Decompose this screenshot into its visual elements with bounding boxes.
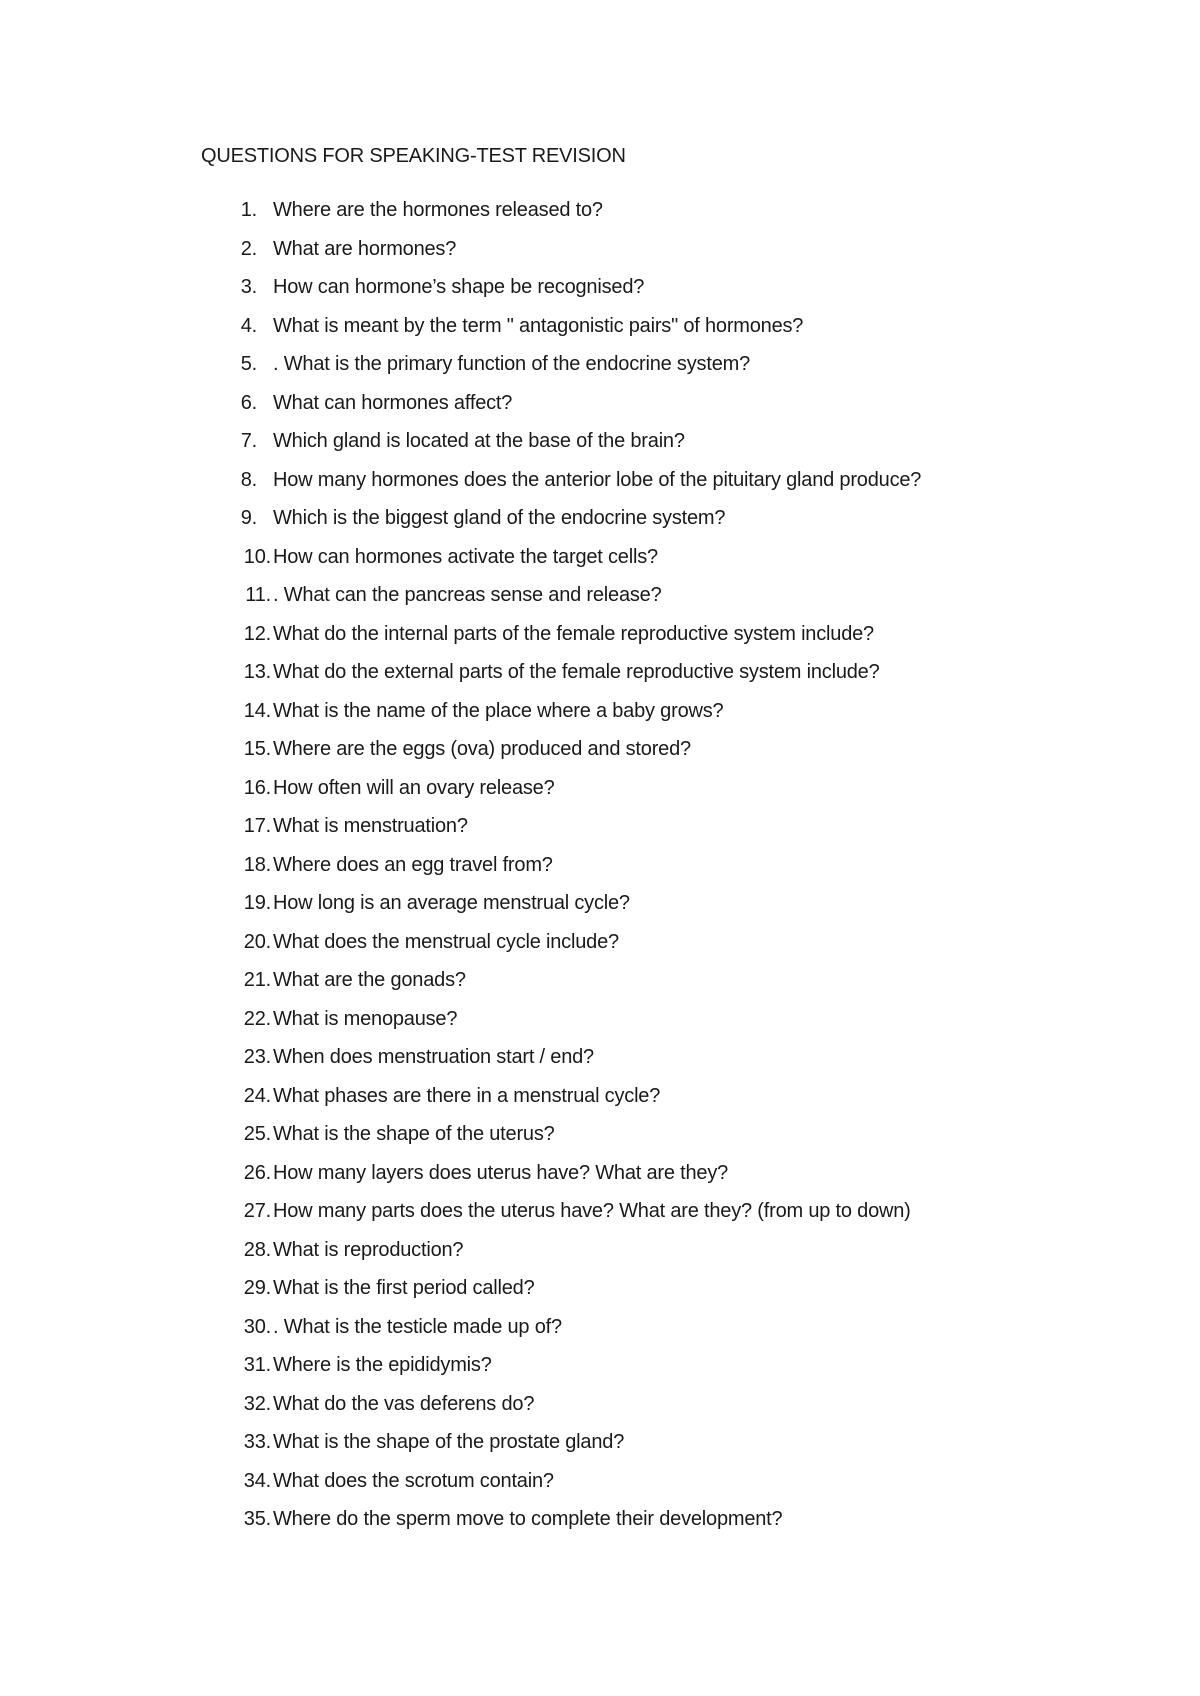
question-text: What is menopause? bbox=[273, 1007, 458, 1030]
question-number: 15. bbox=[243, 738, 271, 760]
question-text: Which gland is located at the base of the brain? bbox=[273, 430, 685, 452]
question-number: 9. bbox=[240, 507, 257, 529]
question-number: 11. bbox=[245, 584, 271, 606]
question-text: What is reproduction? bbox=[273, 1238, 464, 1261]
question-number: 28. bbox=[243, 1238, 271, 1261]
question-text: How many layers does uterus have? What are they? bbox=[273, 1161, 729, 1184]
question-text: When does menstruation start / end? bbox=[273, 1046, 594, 1068]
question-text: What do the vas deferens do? bbox=[273, 1392, 535, 1415]
question-text: Where are the hormones released to? bbox=[273, 199, 603, 221]
question-text: What are hormones? bbox=[273, 237, 457, 260]
question-number: 33. bbox=[243, 1431, 271, 1453]
question-number: 25. bbox=[243, 1123, 271, 1145]
document-title: QUESTIONS FOR SPEAKING-TEST REVISION bbox=[201, 145, 626, 167]
question-text: What is the shape of the uterus? bbox=[273, 1123, 555, 1145]
question-number: 4. bbox=[240, 314, 257, 337]
question-number: 35. bbox=[243, 1508, 271, 1530]
question-text: How can hormone’s shape be recognised? bbox=[273, 276, 645, 298]
question-number: 27. bbox=[243, 1200, 271, 1222]
question-number: 32. bbox=[243, 1392, 271, 1415]
question-text: How can hormones activate the target cells? bbox=[273, 545, 658, 568]
question-number: 13. bbox=[243, 661, 271, 683]
question-text: What does the scrotum contain? bbox=[273, 1469, 554, 1492]
question-number: 29. bbox=[243, 1277, 271, 1299]
question-text: What is meant by the term " antagonistic pairs" of hormones? bbox=[273, 314, 804, 337]
question-number: 20. bbox=[243, 930, 271, 953]
question-number: 16. bbox=[243, 776, 271, 799]
question-number: 30. bbox=[243, 1315, 271, 1338]
question-number: 24. bbox=[243, 1084, 271, 1107]
question-number: 23. bbox=[243, 1046, 271, 1068]
question-number: 12. bbox=[243, 622, 271, 645]
question-number: 31. bbox=[243, 1354, 271, 1376]
question-text: What is menstruation? bbox=[273, 815, 468, 837]
question-text: What can hormones affect? bbox=[273, 391, 513, 414]
question-text: What is the name of the place where a baby grows? bbox=[273, 699, 724, 722]
question-number: 22. bbox=[243, 1007, 271, 1030]
question-text: What does the menstrual cycle include? bbox=[273, 930, 619, 953]
question-number: 21. bbox=[243, 969, 271, 991]
question-number: 26. bbox=[243, 1161, 271, 1184]
question-number: 3. bbox=[240, 276, 257, 298]
question-number: 17. bbox=[243, 815, 271, 837]
question-text: What phases are there in a menstrual cycle? bbox=[273, 1084, 661, 1107]
question-number: 19. bbox=[243, 892, 271, 914]
question-number: 10. bbox=[243, 545, 271, 568]
question-text: What are the gonads? bbox=[273, 969, 466, 991]
question-text: What is the shape of the prostate gland? bbox=[273, 1431, 625, 1453]
question-text: Where are the eggs (ova) produced and stored? bbox=[273, 738, 691, 760]
question-text: How many parts does the uterus have? What are they? (from up to down) bbox=[273, 1200, 911, 1222]
question-number: 8. bbox=[240, 468, 257, 491]
question-text: Where do the sperm move to complete their development? bbox=[273, 1508, 783, 1530]
question-number: 14. bbox=[243, 699, 271, 722]
question-text: Where is the epididymis? bbox=[273, 1354, 492, 1376]
question-number: 1. bbox=[240, 199, 257, 221]
question-text: . What can the pancreas sense and release? bbox=[273, 584, 662, 606]
question-number: 6. bbox=[240, 391, 257, 414]
question-text: How long is an average menstrual cycle? bbox=[273, 892, 630, 914]
question-number: 5. bbox=[240, 353, 257, 375]
question-text: What is the first period called? bbox=[273, 1277, 535, 1299]
question-text: Which is the biggest gland of the endocrine system? bbox=[273, 507, 726, 529]
question-text: . What is the testicle made up of? bbox=[273, 1315, 562, 1338]
question-text: How many hormones does the anterior lobe of the pituitary gland produce? bbox=[273, 468, 922, 491]
question-number: 34. bbox=[243, 1469, 271, 1492]
question-text: What do the external parts of the female reproductive system include? bbox=[273, 661, 880, 683]
question-text: . What is the primary function of the endocrine system? bbox=[273, 353, 750, 375]
question-text: What do the internal parts of the female reproductive system include? bbox=[273, 622, 874, 645]
question-number: 7. bbox=[240, 430, 257, 452]
question-number: 18. bbox=[243, 853, 271, 876]
question-number: 2. bbox=[240, 237, 257, 260]
question-text: Where does an egg travel from? bbox=[273, 853, 553, 876]
question-text: How often will an ovary release? bbox=[273, 776, 555, 799]
